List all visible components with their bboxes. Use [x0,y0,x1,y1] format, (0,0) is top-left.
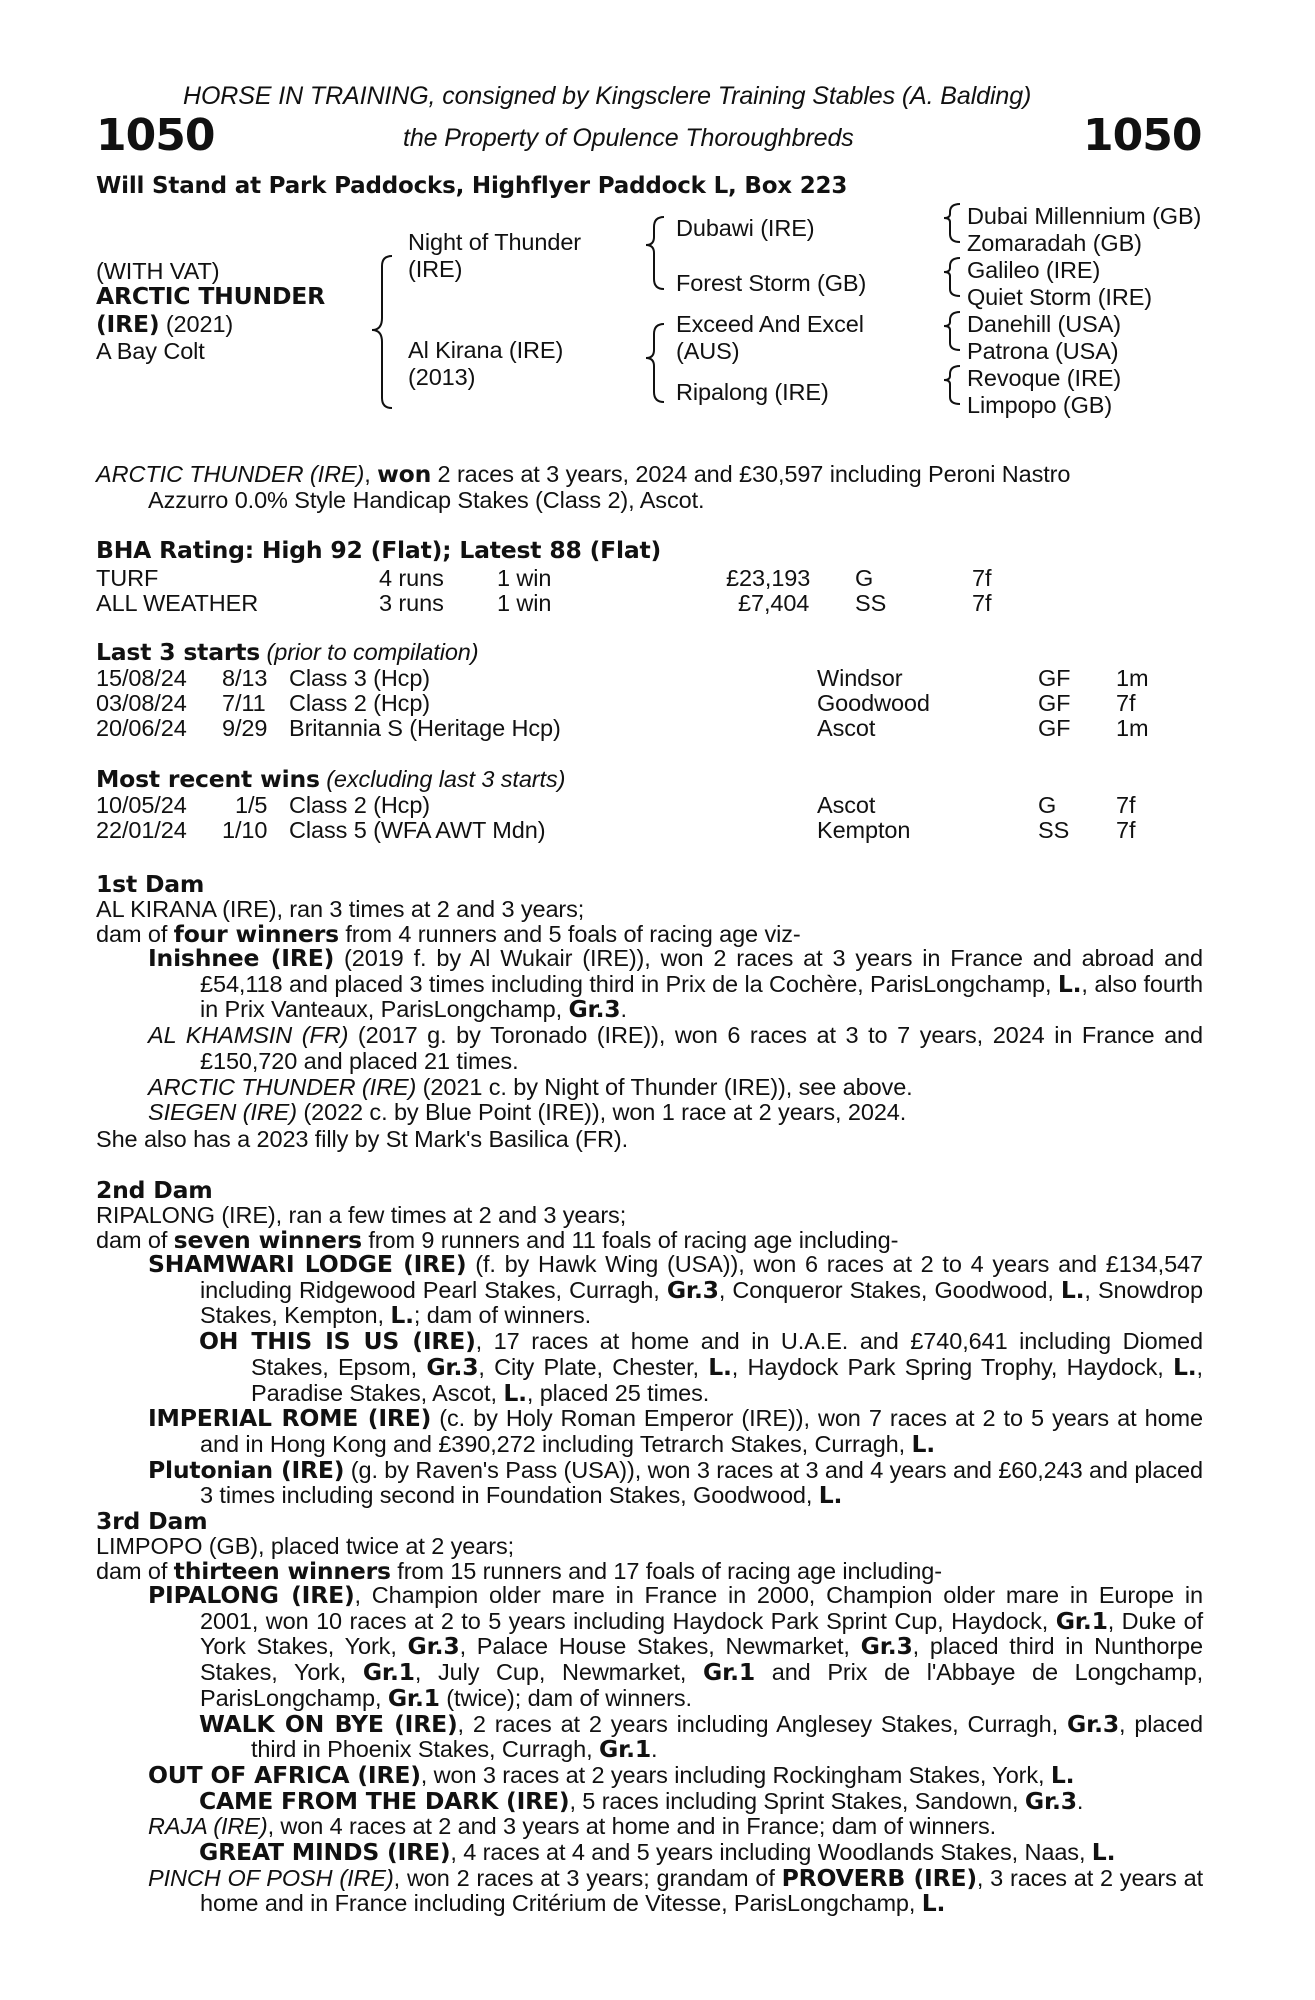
start-going: GF [1038,690,1071,716]
start-date: 15/08/24 [96,665,187,691]
rating-going: G [855,565,874,591]
win-going: SS [1038,817,1070,843]
third-dam-entry: PIPALONG (IRE), Champion older mare in France in 2000, Champion older mare in Europe in 2001, won 10 races at 2 to 5 years including Haydock Park Sprint Cup, Haydock, Gr.1, Duke of York Stakes, York, Gr.3, Palace House Stakes, Newmarket, Gr.3, placed third in Nunthorpe Stakes, York, Gr.1, July Cup, Newmarket, Gr.1 and Prix de l'Abbaye de Longchamp, ParisLongchamp, Gr.1 (twice); dam of winners. WALK ON BYE (IRE), 2 races at 2 years including Anglesey Stakes, Curragh, Gr.3, placed third in Phoenix Stakes, Curragh, Gr.1. OUT OF AFRICA (IRE), won 3 races at 2 years including Rockingham Stakes, York, L. CAME FROM THE DARK (IRE), 5 races including Sprint Stakes, Sandown, Gr.3. RAJA (IRE), won 4 races at 2 and 3 years at home and in France; dam of winners. GREAT MINDS (IRE), 4 races at 4 and 5 years including Woodlands Stakes, Naas, L. PINCH OF POSH (IRE), won 2 races at 3 years; grandam of PROVERB (IRE), 3 races at 2 years at home and in France including Critérium de Vitesse, ParisLongchamp, L. [148,1581,1204,1918]
start-position: 7/11 [222,690,266,716]
bha-rating: BHA Rating: High 92 (Flat); Latest 88 (Flat) [96,536,662,564]
third-dam-line: LIMPOPO (GB), placed twice at 2 years; [96,1533,515,1559]
rating-prize: £23,193 [726,565,811,591]
start-distance: 1m [1116,715,1149,741]
ped-dds: Revoque (IRE) [967,365,1122,391]
ped-dsd: Patrona (USA) [967,338,1119,364]
win-distance: 7f [1116,792,1136,818]
ped-sss: Dubai Millennium (GB) [967,203,1202,229]
third-dam-heading: 3rd Dam [96,1507,208,1535]
first-dam-entry: Inishnee (IRE) (2019 f. by Al Wukair (IRE)), won 2 races at 3 years in France and abroad and £54,118 and placed 3 times including third in Prix de la Cochère, ParisLongchamp, L., also fourth in Prix Vanteaux, ParisLongchamp, Gr.3. AL KHAMSIN (FR) (2017 g. by Toronado (IRE)), won 6 races at 3 to 7 years, 2024 in France and £150,720 and placed 21 times. ARCTIC THUNDER (IRE) (2021 c. by Night of Thunder (IRE)), see above. SIEGEN (IRE) (2022 c. by Blue Point (IRE)), won 1 race at 2 years, 2024. [148,944,1203,1126]
start-race: Class 3 (Hcp) [289,665,431,691]
ped-dss: Danehill (USA) [967,311,1122,337]
start-going: GF [1038,715,1071,741]
start-course: Windsor [817,665,903,691]
rating-distance: 7f [972,590,992,616]
rating-surface: ALL WEATHER [96,590,259,616]
rating-surface: TURF [96,565,159,591]
second-dam-line: RIPALONG (IRE), ran a few times at 2 and 3 years; [96,1202,627,1228]
rating-wins: 1 win [497,565,552,591]
rating-going: SS [855,590,887,616]
ped-sdd: Quiet Storm (IRE) [967,284,1153,310]
win-position: 1/10 [222,817,268,843]
lot-number-left: 1050 [96,110,215,161]
horse-description: A Bay Colt [96,338,205,364]
dam-sire: Exceed And Excel [676,311,864,337]
ped-ssd: Zomaradah (GB) [967,230,1142,256]
start-position: 8/13 [222,665,268,691]
start-position: 9/29 [222,715,268,741]
stand-location: Will Stand at Park Paddocks, Highflyer Paddock L, Box 223 [96,173,848,199]
dam-dam: Ripalong (IRE) [676,379,829,405]
start-distance: 7f [1116,690,1136,716]
property-line: the Property of Opulence Thoroughbreds [403,124,854,152]
horse-country-year: (IRE) (2021) [96,310,234,338]
second-dam-heading: 2nd Dam [96,1176,213,1204]
first-dam-produce: dam of four winners from 4 runners and 5 foals of racing age viz- [96,920,801,948]
first-dam-note: She also has a 2023 filly by St Mark's Basilica (FR). [96,1126,629,1152]
consignor-line: HORSE IN TRAINING, consigned by Kingsclere Training Stables (A. Balding) [183,82,1032,110]
ped-sds: Galileo (IRE) [967,257,1101,283]
rating-distance: 7f [972,565,992,591]
recent-wins-heading: Most recent wins (excluding last 3 starts) [96,765,566,793]
win-date: 22/01/24 [96,817,187,843]
dam-sire-country: (AUS) [676,338,740,364]
dam-name: Al Kirana (IRE) [408,337,564,363]
rating-wins: 1 win [497,590,552,616]
rating-prize: £7,404 [738,590,810,616]
rating-runs: 4 runs [379,565,444,591]
start-course: Ascot [817,715,876,741]
third-dam-produce: dam of thirteen winners from 15 runners and 17 foals of racing age including- [96,1557,942,1585]
sire-dam: Forest Storm (GB) [676,270,867,296]
second-dam-produce: dam of seven winners from 9 runners and 11 foals of racing age including- [96,1226,899,1254]
last-starts-heading: Last 3 starts (prior to compilation) [96,638,479,666]
win-race: Class 2 (Hcp) [289,792,431,818]
start-going: GF [1038,665,1071,691]
start-date: 20/06/24 [96,715,187,741]
win-date: 10/05/24 [96,792,187,818]
lot-number-right: 1050 [1083,110,1202,161]
win-going: G [1038,792,1057,818]
first-dam-line: AL KIRANA (IRE), ran 3 times at 2 and 3 years; [96,896,585,922]
start-distance: 1m [1116,665,1149,691]
first-dam-heading: 1st Dam [96,870,205,898]
ped-ddd: Limpopo (GB) [967,392,1113,418]
win-course: Ascot [817,792,876,818]
dam-year: (2013) [408,364,476,390]
sire-sire: Dubawi (IRE) [676,215,815,241]
rating-runs: 3 runs [379,590,444,616]
race-summary: ARCTIC THUNDER (IRE), won 2 races at 3 years, 2024 and £30,597 including Peroni Nastro Azzurro 0.0% Style Handicap Stakes (Class 2), Ascot. [96,460,1071,513]
vat-note: (WITH VAT) [96,258,220,284]
sire-country: (IRE) [408,256,463,282]
second-dam-entry: SHAMWARI LODGE (IRE) (f. by Hawk Wing (USA)), won 6 races at 2 to 4 years and £134,547 including Ridgewood Pearl Stakes, Curragh, Gr.3, Conqueror Stakes, Goodwood, L., Snowdrop Stakes, Kempton, L.; dam of winners. OH THIS IS US (IRE), 17 races at home and in U.A.E. and £740,641 including Diomed Stakes, Epsom, Gr.3, City Plate, Chester, L., Haydock Park Spring Trophy, Haydock, L., Paradise Stakes, Ascot, L., placed 25 times. IMPERIAL ROME (IRE) (c. by Holy Roman Emperor (IRE)), won 7 races at 2 to 5 years at home and in Hong Kong and £390,272 including Tetrarch Stakes, Curragh, L. Plutonian (IRE) (g. by Raven's Pass (USA)), won 3 races at 3 and 4 years and £60,243 and placed 3 times including second in Foundation Stakes, Goodwood, L. [148,1250,1203,1510]
start-race: Britannia S (Heritage Hcp) [289,715,561,741]
start-date: 03/08/24 [96,690,187,716]
win-race: Class 5 (WFA AWT Mdn) [289,817,546,843]
horse-name: ARCTIC THUNDER [96,282,326,310]
start-race: Class 2 (Hcp) [289,690,431,716]
win-position: 1/5 [235,792,268,818]
sire-name: Night of Thunder [408,229,582,255]
win-course: Kempton [817,817,911,843]
win-distance: 7f [1116,817,1136,843]
start-course: Goodwood [817,690,930,716]
